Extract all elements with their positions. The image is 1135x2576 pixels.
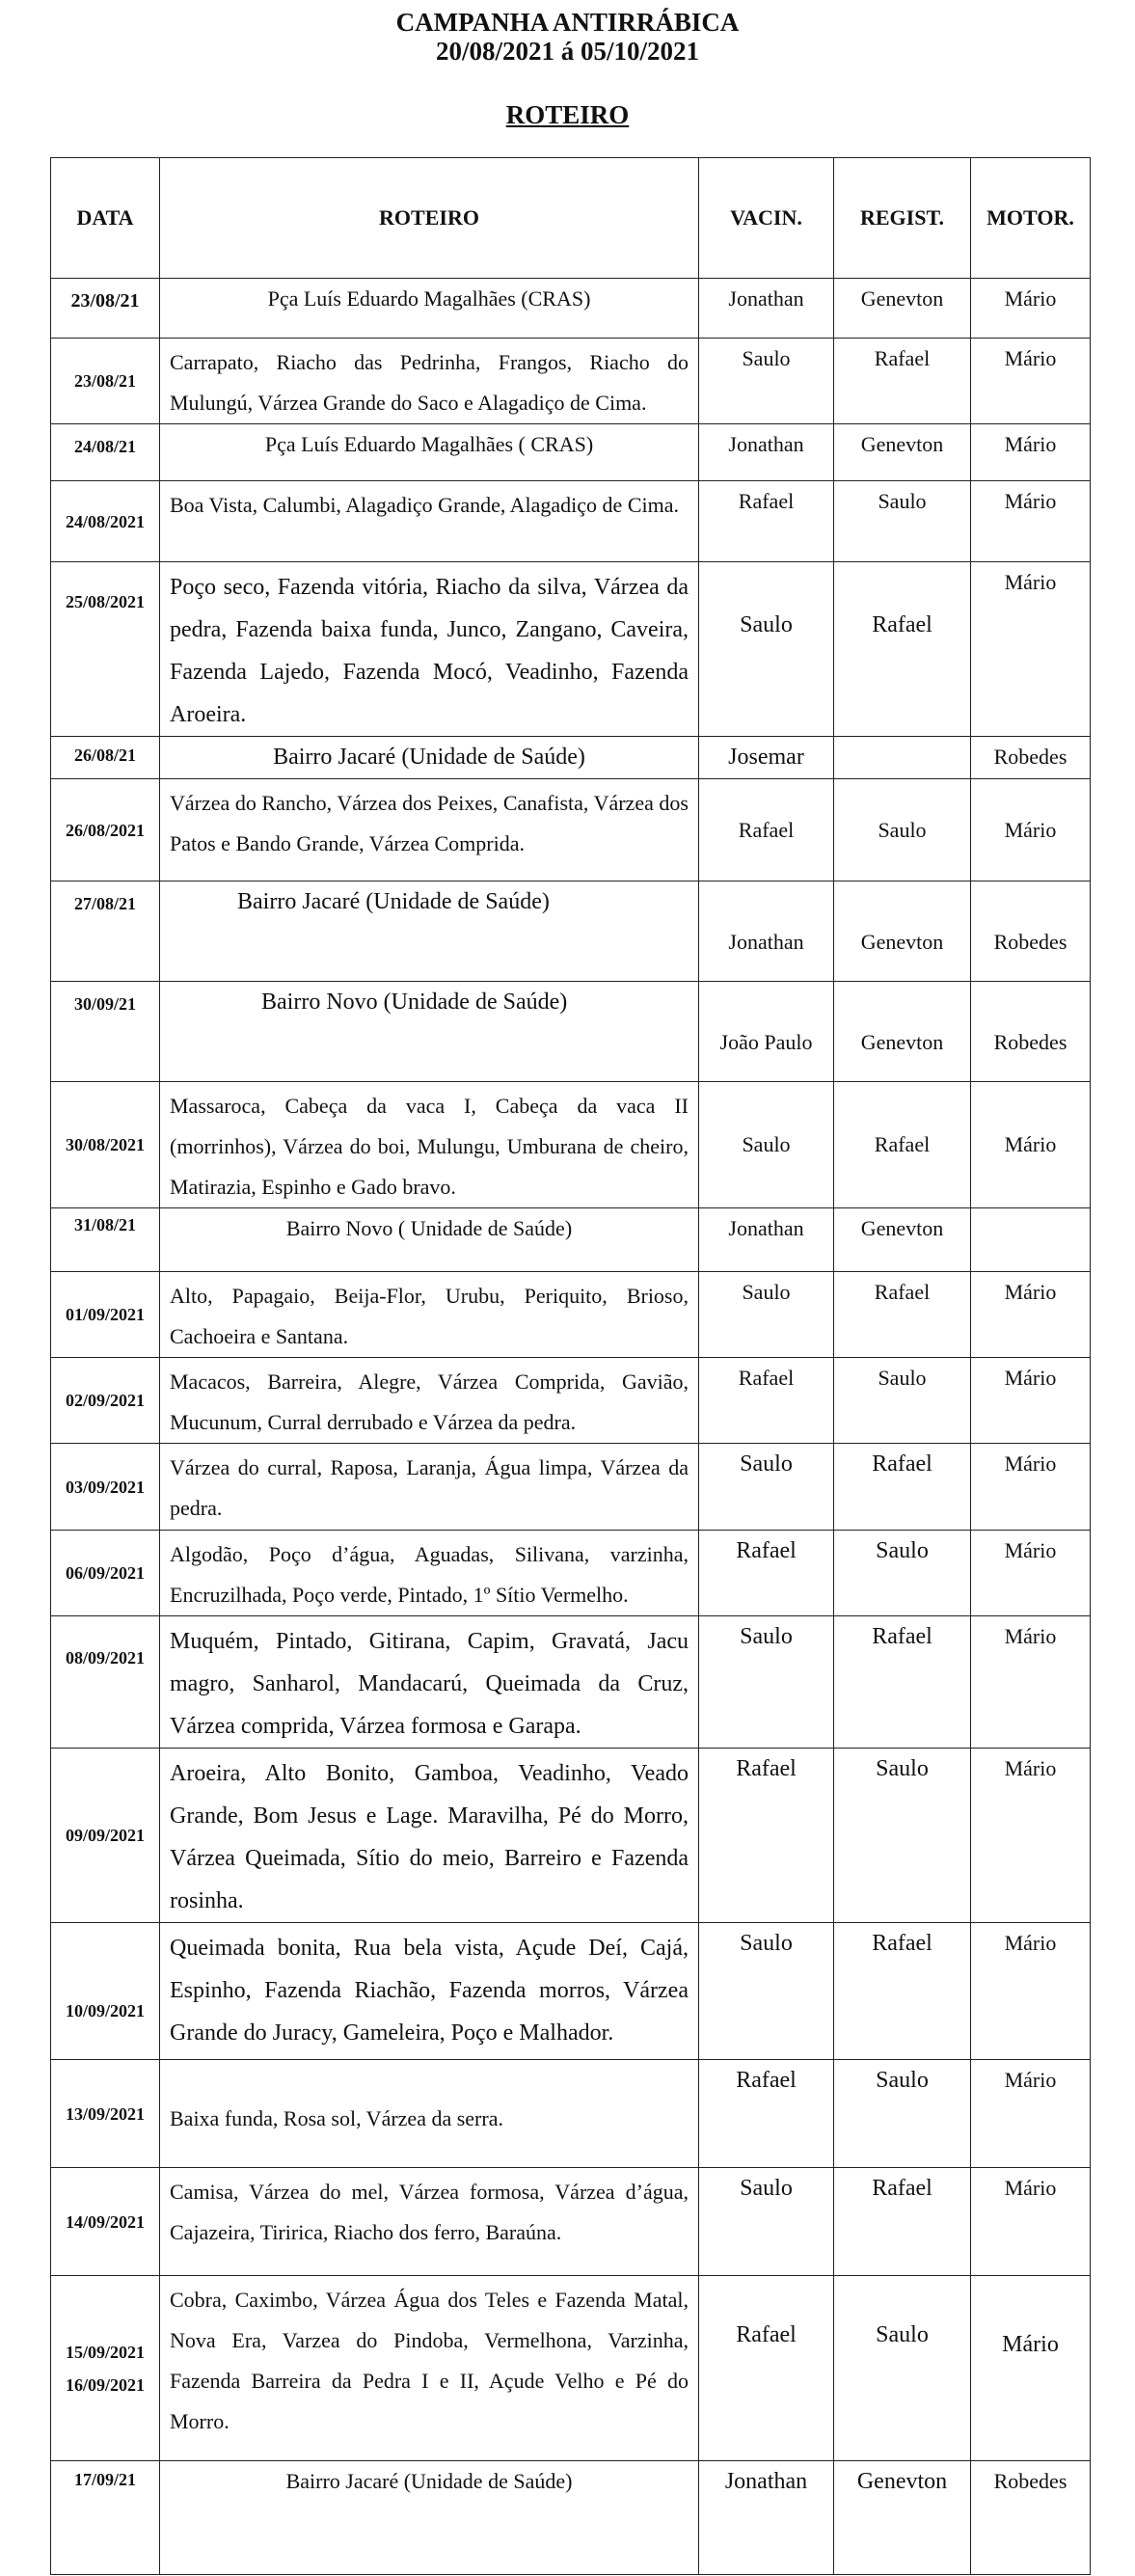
date-cell: 27/08/21 <box>51 881 160 982</box>
route-cell: Bairro Jacaré (Unidade de Saúde) <box>160 2461 699 2575</box>
date-cell: 17/09/21 <box>51 2461 160 2575</box>
vaccinator-cell: Rafael <box>699 2060 834 2168</box>
column-header-vaccinator: VACIN. <box>699 158 834 279</box>
driver-cell: Mário <box>971 2276 1091 2461</box>
registrar-cell: Saulo <box>834 2060 971 2168</box>
date-line-second: 16/09/2021 <box>65 2374 145 2395</box>
driver-cell: Mário <box>971 2060 1091 2168</box>
date-cell: 08/09/2021 <box>51 1616 160 1749</box>
table-row <box>51 2168 1091 2276</box>
vaccinator-cell: Saulo <box>699 1923 834 2060</box>
route-cell: Muquém, Pintado, Gitirana, Capim, Gravatá, Jacu magro, Sanharol, Mandacarú, Queimada da Cruz, Várzea comprida, Várzea formosa e Garapa. <box>160 1616 699 1749</box>
vaccinator-cell: Rafael <box>699 1531 834 1616</box>
route-cell: Bairro Novo (Unidade de Saúde) <box>160 982 699 1082</box>
vaccinator-cell: Saulo <box>699 1272 834 1358</box>
campaign-period: 20/08/2021 á 05/10/2021 <box>435 37 699 66</box>
driver-cell: Mário <box>971 279 1091 339</box>
table-row <box>51 481 1091 562</box>
route-cell: Cobra, Caximbo, Várzea Água dos Teles e Fazenda Matal, Nova Era, Varzea do Pindoba, Vermelhona, Varzinha, Fazenda Barreira da Pedra I e II, Açude Velho e Pé do Morro. <box>160 2276 699 2461</box>
route-cell: Baixa funda, Rosa sol, Várzea da serra. <box>160 2060 699 2168</box>
date-cell: 30/08/2021 <box>51 1082 160 1208</box>
vaccinator-cell: Saulo <box>699 339 834 424</box>
date-cell: 23/08/21 <box>51 339 160 424</box>
route-cell: Macacos, Barreira, Alegre, Várzea Comprida, Gavião, Mucunum, Curral derrubado e Várzea da pedra. <box>160 1358 699 1444</box>
registrar-cell: Genevton <box>834 1208 971 1272</box>
date-cell <box>51 2276 160 2461</box>
route-cell: Aroeira, Alto Bonito, Gamboa, Veadinho, Veado Grande, Bom Jesus e Lage. Maravilha, Pé do Morro, Várzea Queimada, Sítio do meio, Barreiro e Fazenda rosinha. <box>160 1749 699 1923</box>
date-cell: 24/08/21 <box>51 424 160 481</box>
registrar-cell: Saulo <box>834 779 971 881</box>
route-cell: Alto, Papagaio, Beija-Flor, Urubu, Periquito, Brioso, Cachoeira e Santana. <box>160 1272 699 1358</box>
registrar-cell <box>834 737 971 779</box>
vaccinator-cell: Saulo <box>699 1444 834 1531</box>
registrar-cell: Saulo <box>834 1531 971 1616</box>
vaccinator-cell: Jonathan <box>699 881 834 982</box>
driver-cell: Mário <box>971 1358 1091 1444</box>
date-cell: 06/09/2021 <box>51 1531 160 1616</box>
date-cell: 10/09/2021 <box>51 1923 160 2060</box>
vaccinator-cell: Rafael <box>699 779 834 881</box>
route-cell: Algodão, Poço d’água, Aguadas, Silivana, varzinha, Encruzilhada, Poço verde, Pintado, 1º Sítio Vermelho. <box>160 1531 699 1616</box>
driver-cell: Robedes <box>971 881 1091 982</box>
driver-cell: Mário <box>971 339 1091 424</box>
driver-cell: Mário <box>971 424 1091 481</box>
route-cell: Várzea do curral, Raposa, Laranja, Água limpa, Várzea da pedra. <box>160 1444 699 1531</box>
table-row <box>51 1749 1091 1923</box>
date-cell: 13/09/2021 <box>51 2060 160 2168</box>
table-row <box>51 1616 1091 1749</box>
registrar-cell: Saulo <box>834 2276 971 2461</box>
driver-cell: Mário <box>971 562 1091 737</box>
registrar-cell: Genevton <box>834 279 971 339</box>
vaccinator-cell: Jonathan <box>699 279 834 339</box>
route-cell: Pça Luís Eduardo Magalhães (CRAS) <box>160 279 699 339</box>
column-header-driver: MOTOR. <box>971 158 1091 279</box>
registrar-cell: Rafael <box>834 1444 971 1531</box>
table-row <box>51 982 1091 1082</box>
vaccinator-cell: Josemar <box>699 737 834 779</box>
date-cell: 14/09/2021 <box>51 2168 160 2276</box>
section-heading: ROTEIRO <box>505 100 630 129</box>
driver-cell: Mário <box>971 481 1091 562</box>
registrar-cell: Rafael <box>834 1616 971 1749</box>
date-cell: 24/08/2021 <box>51 481 160 562</box>
date-cell: 26/08/21 <box>51 737 160 779</box>
table-row <box>51 1923 1091 2060</box>
route-cell: Bairro Novo ( Unidade de Saúde) <box>160 1208 699 1272</box>
date-cell: 09/09/2021 <box>51 1749 160 1923</box>
registrar-cell: Rafael <box>834 1082 971 1208</box>
date-cell: 03/09/2021 <box>51 1444 160 1531</box>
schedule-table <box>50 157 1091 2575</box>
registrar-cell: Saulo <box>834 1749 971 1923</box>
date-cell: 25/08/2021 <box>51 562 160 737</box>
registrar-cell: Rafael <box>834 1272 971 1358</box>
table-row <box>51 881 1091 982</box>
date-cell: 01/09/2021 <box>51 1272 160 1358</box>
vaccinator-cell: Rafael <box>699 481 834 562</box>
table-row <box>51 2276 1091 2461</box>
driver-cell: Mário <box>971 1531 1091 1616</box>
date-cell: 02/09/2021 <box>51 1358 160 1444</box>
route-cell: Bairro Jacaré (Unidade de Saúde) <box>160 881 699 982</box>
route-cell: Queimada bonita, Rua bela vista, Açude Deí, Cajá, Espinho, Fazenda Riachão, Fazenda morros, Várzea Grande do Juracy, Gameleira, Poço e Malhador. <box>160 1923 699 2060</box>
driver-cell <box>971 1208 1091 1272</box>
table-row <box>51 424 1091 481</box>
driver-cell: Mário <box>971 1616 1091 1749</box>
date-line: 15/09/2021 <box>65 2342 145 2362</box>
driver-cell: Mário <box>971 1923 1091 2060</box>
driver-cell: Mário <box>971 1272 1091 1358</box>
table-row <box>51 1272 1091 1358</box>
registrar-cell: Saulo <box>834 481 971 562</box>
driver-cell: Robedes <box>971 737 1091 779</box>
driver-cell: Mário <box>971 2168 1091 2276</box>
vaccinator-cell: Rafael <box>699 1358 834 1444</box>
table-row <box>51 339 1091 424</box>
date-cell: 30/09/21 <box>51 982 160 1082</box>
table-row <box>51 779 1091 881</box>
route-cell: Várzea do Rancho, Várzea dos Peixes, Canafista, Várzea dos Patos e Bando Grande, Várzea Comprida. <box>160 779 699 881</box>
date-cell: 23/08/21 <box>51 279 160 339</box>
registrar-cell: Genevton <box>834 424 971 481</box>
vaccinator-cell: Saulo <box>699 1616 834 1749</box>
driver-cell: Robedes <box>971 982 1091 1082</box>
driver-cell: Mário <box>971 1444 1091 1531</box>
driver-cell: Mário <box>971 779 1091 881</box>
table-row <box>51 1082 1091 1208</box>
registrar-cell: Rafael <box>834 562 971 737</box>
column-header-date: DATA <box>51 158 160 279</box>
vaccinator-cell: Jonathan <box>699 2461 834 2575</box>
vaccinator-cell: Saulo <box>699 2168 834 2276</box>
vaccinator-cell: Rafael <box>699 1749 834 1923</box>
driver-cell: Mário <box>971 1749 1091 1923</box>
vaccinator-cell: Jonathan <box>699 1208 834 1272</box>
registrar-cell: Genevton <box>834 982 971 1082</box>
document-title: CAMPANHA ANTIRRÁBICA <box>395 8 740 37</box>
driver-cell: Robedes <box>971 2461 1091 2575</box>
column-header-route: ROTEIRO <box>160 158 699 279</box>
table-row <box>51 1444 1091 1531</box>
vaccinator-cell: João Paulo <box>699 982 834 1082</box>
route-cell: Bairro Jacaré (Unidade de Saúde) <box>160 737 699 779</box>
registrar-cell: Rafael <box>834 339 971 424</box>
table-row <box>51 1358 1091 1444</box>
registrar-cell: Genevton <box>834 881 971 982</box>
table-row <box>51 1208 1091 1272</box>
table-row <box>51 562 1091 737</box>
column-header-registrar: REGIST. <box>834 158 971 279</box>
route-cell: Carrapato, Riacho das Pedrinha, Frangos, Riacho do Mulungú, Várzea Grande do Saco e Alagadiço de Cima. <box>160 339 699 424</box>
route-cell: Camisa, Várzea do mel, Várzea formosa, Várzea d’água, Cajazeira, Tiririca, Riacho dos ferro, Baraúna. <box>160 2168 699 2276</box>
driver-cell: Mário <box>971 1082 1091 1208</box>
registrar-cell: Rafael <box>834 1923 971 2060</box>
date-cell: 31/08/21 <box>51 1208 160 1272</box>
vaccinator-cell: Jonathan <box>699 424 834 481</box>
route-cell: Pça Luís Eduardo Magalhães ( CRAS) <box>160 424 699 481</box>
table-row <box>51 1531 1091 1616</box>
registrar-cell: Saulo <box>834 1358 971 1444</box>
table-header-row <box>51 158 1091 279</box>
date-cell: 26/08/2021 <box>51 779 160 881</box>
table-row <box>51 737 1091 779</box>
vaccinator-cell: Rafael <box>699 2276 834 2461</box>
route-cell: Poço seco, Fazenda vitória, Riacho da silva, Várzea da pedra, Fazenda baixa funda, Junco, Zangano, Caveira, Fazenda Lajedo, Fazenda Mocó, Veadinho, Fazenda Aroeira. <box>160 562 699 737</box>
registrar-cell: Rafael <box>834 2168 971 2276</box>
route-cell: Boa Vista, Calumbi, Alagadiço Grande, Alagadiço de Cima. <box>160 481 699 562</box>
vaccinator-cell: Saulo <box>699 562 834 737</box>
route-cell: Massaroca, Cabeça da vaca I, Cabeça da vaca II (morrinhos), Várzea do boi, Mulungu, Umburana de cheiro, Matirazia, Espinho e Gado bravo. <box>160 1082 699 1208</box>
table-row <box>51 2060 1091 2168</box>
table-row <box>51 2461 1091 2575</box>
registrar-cell: Genevton <box>834 2461 971 2575</box>
table-row <box>51 279 1091 339</box>
vaccinator-cell: Saulo <box>699 1082 834 1208</box>
